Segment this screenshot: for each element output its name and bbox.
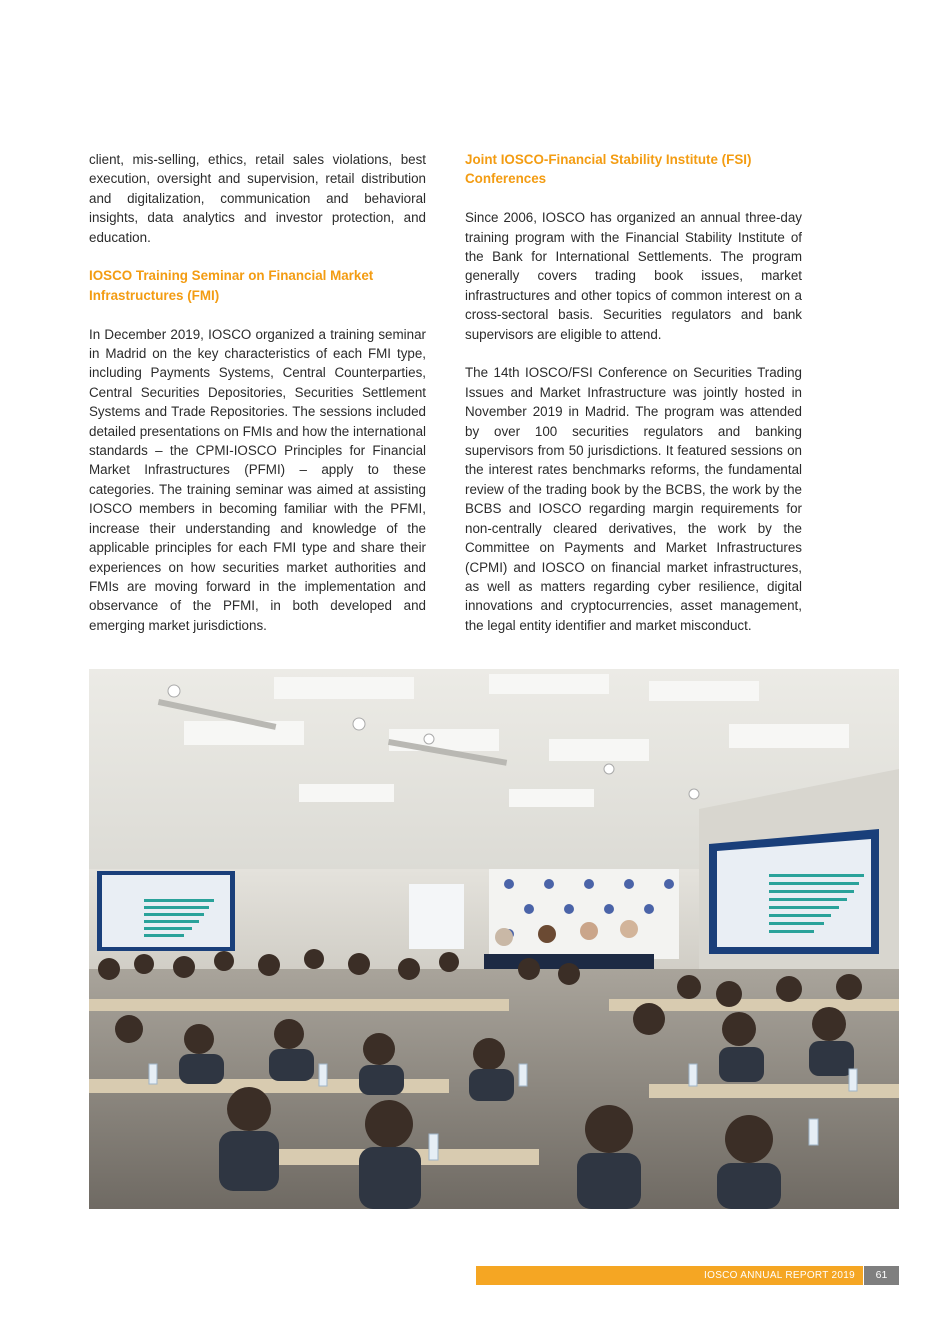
fsi-conferences-heading: Joint IOSCO-Financial Stability Institute (FSI) Conferences — [465, 152, 752, 187]
conference-room-illustration — [89, 669, 899, 1209]
right-column — [465, 150, 802, 655]
fmi-seminar-heading: IOSCO Training Seminar on Financial Market Infrastructures (FMI) — [89, 268, 374, 303]
fsi-paragraph-1: Since 2006, IOSCO has organized an annual three-day training program with the Financial Stability Institute of the Bank for International Settlements. The program generally covers trading book issues, market infrastructures and other topics of common interest on a cross-sectoral basis. Securities regulators and bank supervisors are eligible to attend. — [465, 210, 802, 342]
intro-paragraph: client, mis-selling, ethics, retail sales violations, best execution, oversight and supervision, retail distribution and digitalization, communication and behavioral insights, data analytics and investor protection, and education. — [89, 152, 426, 245]
conference-photo — [89, 669, 899, 1209]
fsi-paragraph-2: The 14th IOSCO/FSI Conference on Securities Trading Issues and Market Infrastructure was jointly hosted in November 2019 in Madrid. The program was attended by over 100 securities regulators and banking supervisors from 50 jurisdictions. It featured sessions on the interest rates benchmarks reforms, the fundamental review of the trading book by the BCBS, the work by the BCBS and IOSCO regarding margin requirements for non-centrally cleared derivatives, the work by the Committee on Payments and Market Infrastructures (CPMI) and IOSCO on financial market infrastructures, as well as matters regarding cyber resilience, digital innovations and cryptocurrencies, asset management, the legal entity identifier and market misconduct. — [465, 365, 802, 633]
page-number: 61 — [864, 1266, 899, 1285]
report-title: IOSCO ANNUAL REPORT 2019 — [704, 1270, 855, 1281]
fmi-seminar-paragraph: In December 2019, IOSCO organized a training seminar in Madrid on the key characteristics of each FMI type, including Payments Systems, Central Counterparties, Central Securities Depositories, Securities Settlement Systems and Trade Repositories. The sessions included detailed presentations on FMIs and how the international standards – the CPMI-IOSCO Principles for Financial Market Infrastructures (PFMI) – apply to these categories. The training seminar was aimed at assisting IOSCO members in becoming familiar with the PFMI, increase their understanding and knowledge of the applicable principles for each FMI type and share their experiences on how securities market authorities and FMIs are moving forward in the implementation and observance of the PFMI, in both developed and emerging market jurisdictions. — [89, 326, 426, 633]
footer-bar — [476, 1266, 863, 1285]
left-column — [89, 150, 426, 655]
